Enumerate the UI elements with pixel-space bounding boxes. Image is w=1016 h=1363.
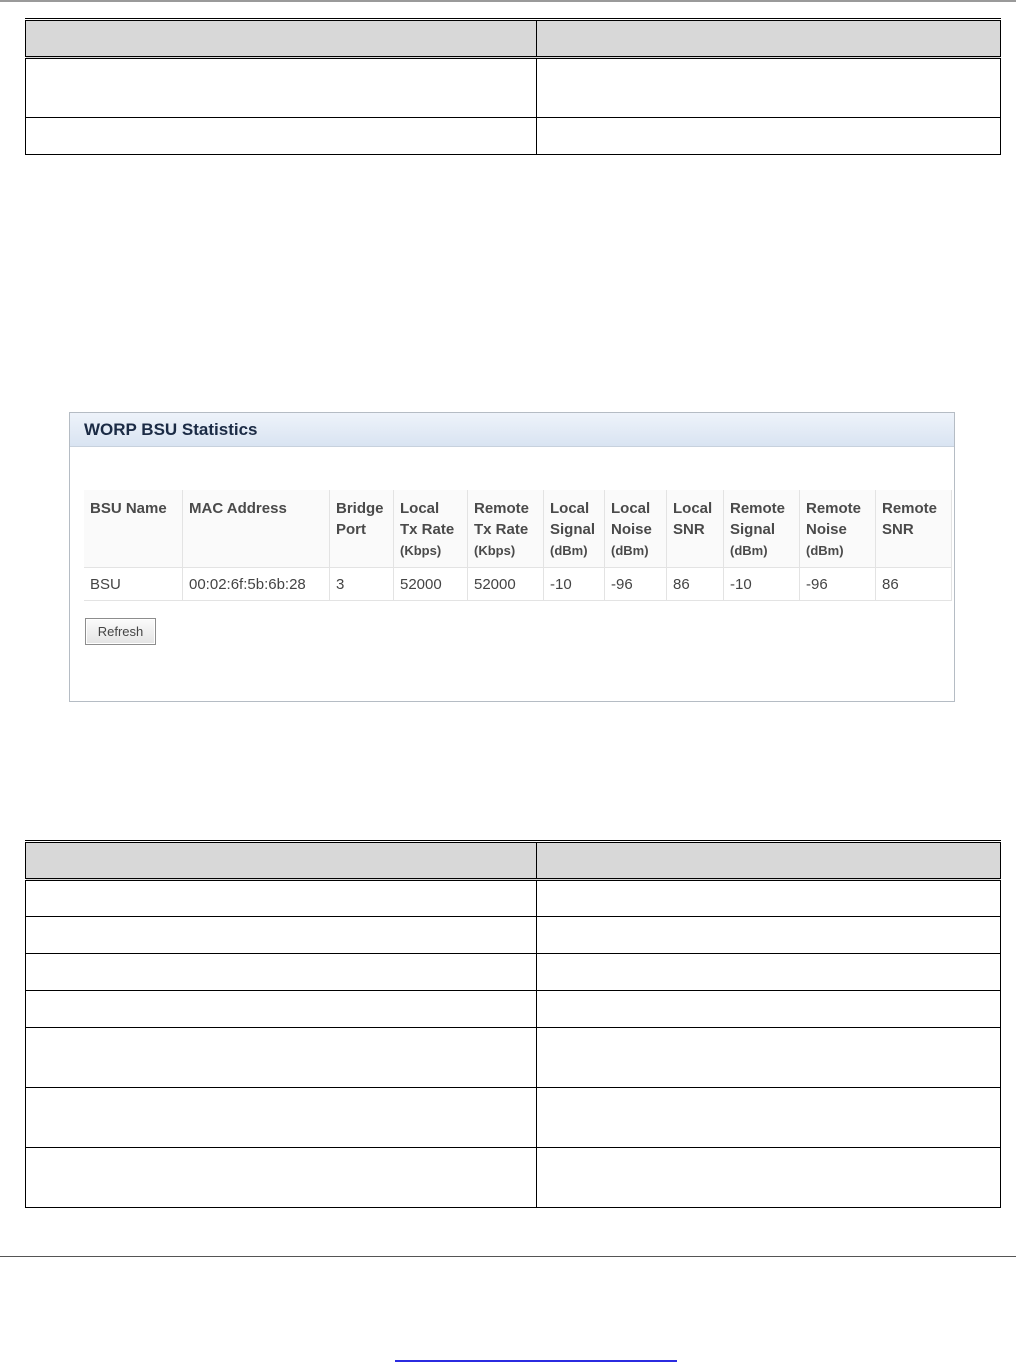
bsu-statistics-table: [84, 490, 952, 601]
footer-link-underline[interactable]: [395, 1360, 677, 1362]
col-mac-address: [183, 490, 330, 568]
header-text: MAC Address: [189, 500, 287, 517]
table-cell: [26, 842, 537, 880]
table-row: [26, 58, 1001, 118]
table-cell: [26, 58, 537, 118]
cell-local-snr: 86: [667, 568, 724, 601]
table-row: [26, 1148, 1001, 1208]
cell-bsu-name: BSU: [84, 568, 183, 601]
table-cell: [26, 954, 537, 991]
header-unit: (dBm): [806, 543, 844, 558]
table-cell: [537, 842, 1001, 880]
header-text: Remote: [806, 500, 862, 517]
table-cell: [537, 917, 1001, 954]
col-local-signal: [544, 490, 605, 568]
header-text: Local: [673, 500, 713, 517]
footer-rule: [0, 1256, 1016, 1257]
cell-bridge-port: 3: [330, 568, 394, 601]
cell-remote-tx-rate: 52000: [468, 568, 544, 601]
col-bridge-port: [330, 490, 394, 568]
table-cell: [26, 917, 537, 954]
col-local-snr: [667, 490, 724, 568]
top-parameter-table: [25, 18, 1001, 155]
table-cell: [537, 1028, 1001, 1088]
header-unit: (Kbps): [400, 543, 442, 558]
header-text: Port: [336, 521, 366, 538]
cell-remote-noise: -96: [800, 568, 876, 601]
header-text: BSU Name: [90, 500, 167, 517]
table-row: [26, 880, 1001, 917]
header-unit: (Kbps): [474, 543, 516, 558]
header-text: Bridge: [336, 500, 384, 517]
table-cell: [537, 58, 1001, 118]
header-text: Remote: [474, 500, 530, 517]
header-text: SNR: [882, 521, 914, 538]
col-remote-signal: [724, 490, 800, 568]
table-row: [26, 917, 1001, 954]
table-row: [84, 568, 952, 601]
table-row: [26, 1088, 1001, 1148]
table-row: [26, 1028, 1001, 1088]
header-unit: (dBm): [730, 543, 768, 558]
table-row: [26, 991, 1001, 1028]
header-unit: (dBm): [550, 543, 588, 558]
table-cell: [537, 1088, 1001, 1148]
table-cell: [537, 991, 1001, 1028]
header-text: Signal: [550, 521, 596, 538]
table-cell: [537, 880, 1001, 917]
header-text: Remote: [730, 500, 786, 517]
header-text: Local: [400, 500, 440, 517]
table-cell: [26, 1148, 537, 1208]
table-cell: [537, 20, 1001, 58]
worp-bsu-statistics-panel: [69, 412, 955, 702]
cell-local-noise: -96: [605, 568, 667, 601]
table-cell: [537, 1148, 1001, 1208]
cell-remote-snr: 86: [876, 568, 952, 601]
top-rule: [0, 0, 1016, 2]
col-remote-snr: [876, 490, 952, 568]
cell-remote-signal: -10: [724, 568, 800, 601]
table-row: [26, 954, 1001, 991]
header-text: Remote: [882, 500, 938, 517]
header-text: Tx Rate: [474, 521, 529, 538]
header-text: Local: [550, 500, 590, 517]
table-cell: [26, 1028, 537, 1088]
header-text: Tx Rate: [400, 521, 455, 538]
bottom-parameter-table: [25, 840, 1001, 1208]
refresh-button[interactable]: Refresh: [85, 618, 156, 645]
table-header-row: [26, 20, 1001, 58]
table-cell: [26, 20, 537, 58]
table-cell: [26, 118, 537, 155]
header-text: Noise: [611, 521, 652, 538]
header-unit: (dBm): [611, 543, 649, 558]
col-remote-noise: [800, 490, 876, 568]
header-text: Noise: [806, 521, 847, 538]
stats-header-row: [84, 490, 952, 568]
table-cell: [26, 1088, 537, 1148]
table-cell: [26, 880, 537, 917]
cell-mac-address: 00:02:6f:5b:6b:28: [183, 568, 330, 601]
panel-title: WORP BSU Statistics: [70, 413, 954, 447]
table-cell: [26, 991, 537, 1028]
col-local-noise: [605, 490, 667, 568]
col-remote-tx-rate: [468, 490, 544, 568]
header-text: Signal: [730, 521, 776, 538]
header-text: SNR: [673, 521, 705, 538]
header-text: Local: [611, 500, 651, 517]
table-row: [26, 118, 1001, 155]
cell-local-tx-rate: 52000: [394, 568, 468, 601]
table-cell: [537, 118, 1001, 155]
table-header-row: [26, 842, 1001, 880]
table-cell: [537, 954, 1001, 991]
cell-local-signal: -10: [544, 568, 605, 601]
col-bsu-name: [84, 490, 183, 568]
col-local-tx-rate: [394, 490, 468, 568]
